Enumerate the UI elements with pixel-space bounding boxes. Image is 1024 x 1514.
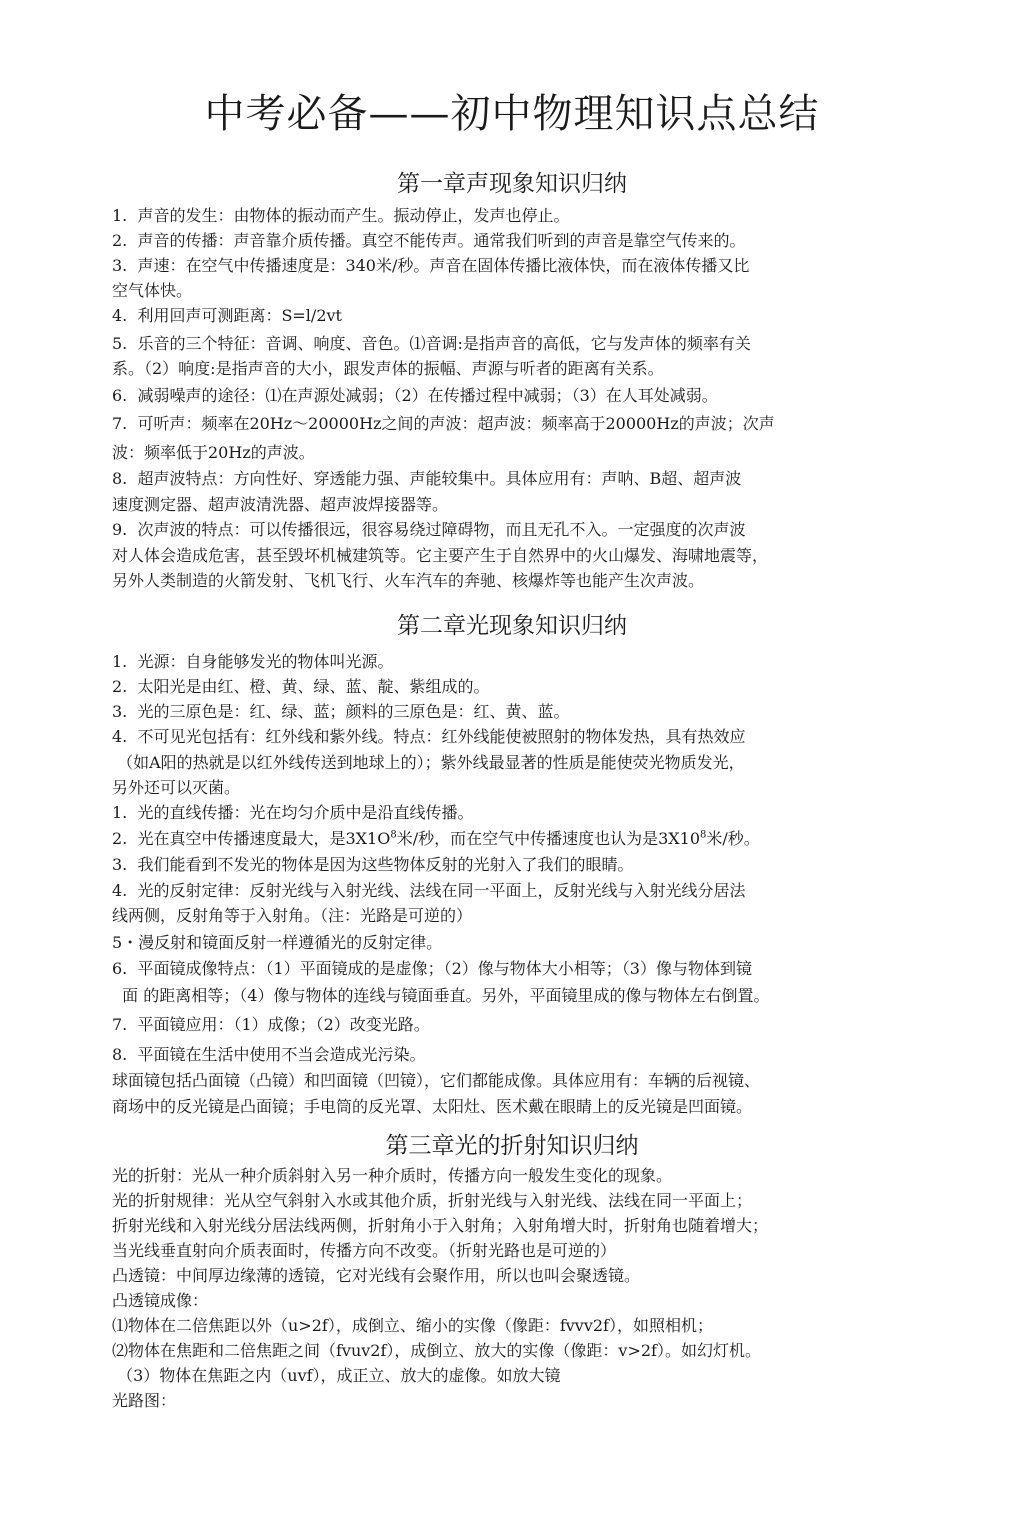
page-title: 中考必备——初中物理知识点总结	[204, 91, 820, 137]
paragraph-line: ⑵物体在焦距和二倍焦距之间（fvuv2f），成倒立、放大的实像（像距：v>2f）。如幻灯机。	[112, 1341, 761, 1360]
paragraph-line: 对人体会造成危害，甚至毁坏机械建筑等。它主要产生于自然界中的火山爆发、海啸地震等，	[112, 546, 769, 565]
paragraph-line: 8. 超声波特点：方向性好、穿透能力强、声能较集中。具体应用有：声呐、B超、超声波	[112, 469, 742, 488]
paragraph-line: 3. 我们能看到不发光的物体是因为这些物体反射的光射入了我们的眼睛。	[112, 855, 634, 874]
chapter-1-heading: 第一章声现象知识归纳	[397, 171, 627, 197]
paragraph-line: 线两侧，反射角等于入射角。（注：光路是可逆的）	[112, 906, 473, 925]
paragraph-line: 折射光线和入射光线分居法线两侧，折射角小于入射角；入射角增大时，折射角也随着增大；	[112, 1216, 769, 1235]
paragraph-line: 系。（2）响度:是指声音的大小，跟发声体的振幅、声源与听者的距离有关系。	[112, 359, 664, 378]
paragraph-line: 凸透镜：中间厚边缘薄的透镜，它对光线有会聚作用，所以也叫会聚透镜。	[112, 1266, 641, 1285]
paragraph-line: 球面镜包括凸面镜（凸镜）和凹面镜（凹镜），它们都能成像。具体应用有：车辆的后视镜、	[112, 1071, 761, 1090]
paragraph-line: 4. 光的反射定律：反射光线与入射光线、法线在同一平面上，反射光线与入射光线分居法	[112, 881, 746, 900]
paragraph-line: 2. 太阳光是由红、橙、黄、绿、蓝、靛、紫组成的。	[112, 677, 490, 696]
paragraph-line: （如A阳的热就是以红外线传送到地球上的）；紫外线最显著的性质是能使荧光物质发光，	[112, 753, 745, 772]
paragraph-line: （3）物体在焦距之内（uvf），成正立、放大的虚像。如放大镜	[112, 1366, 561, 1385]
paragraph-line: 1. 光的直线传播：光在均匀介质中是沿直线传播。	[112, 803, 474, 822]
paragraph-line: 1. 声音的发生：由物体的振动而产生。振动停止，发声也停止。	[112, 206, 570, 225]
paragraph-line: 商场中的反光镜是凸面镜；手电筒的反光罩、太阳灶、医术戴在眼睛上的反光镜是凹面镜。	[112, 1097, 753, 1116]
paragraph-line: 7. 可听声：频率在20Hz～20000Hz之间的声波：超声波：频率高于20000Hz的声波；次声	[112, 414, 775, 433]
paragraph-line: 波：频率低于20Hz的声波。	[112, 443, 315, 462]
paragraph-line: 光的折射规律：光从空气斜射入水或其他介质，折射光线与入射光线、法线在同一平面上；	[112, 1191, 753, 1210]
chapter-1-body	[112, 204, 912, 591]
light-speed-line	[112, 827, 912, 853]
paragraph-line: 光路图：	[112, 1391, 177, 1410]
chapter-3	[112, 1128, 912, 1414]
paragraph-line: 6. 减弱噪声的途径：⑴在声源处减弱；（2）在传播过程中减弱；（3）在人耳处减弱。	[112, 386, 718, 405]
chapter-2	[112, 608, 912, 1117]
paragraph-line: 5・漫反射和镜面反射一样遵循光的反射定律。	[112, 933, 443, 952]
paragraph-line: 当光线垂直射向介质表面时，传播方向不改变。（折射光路也是可逆的）	[112, 1241, 617, 1260]
paragraph-line: 凸透镜成像：	[112, 1291, 209, 1310]
exponent: 8	[700, 829, 707, 841]
paragraph-line: 另外还可以灭菌。	[112, 778, 241, 797]
paragraph-line: 空气体快。	[112, 281, 193, 300]
paragraph-line: 8. 平面镜在生活中使用不当会造成光污染。	[112, 1045, 426, 1064]
chapter-2-body	[112, 650, 912, 1117]
paragraph-line: 9. 次声波的特点：可以传播很远，很容易绕过障碍物，而且无孔不入。一定强度的次声波	[112, 520, 746, 539]
chapter-3-heading: 第三章光的折射知识归纳	[385, 1133, 639, 1159]
paragraph-line: ⑴物体在二倍焦距以外（u>2f），成倒立、缩小的实像（像距：fvvv2f），如照相机；	[112, 1316, 713, 1335]
exponent: 8	[390, 829, 397, 841]
chapter-3-body	[112, 1164, 912, 1414]
light-speed-text-b: 米/秒，而在空气中传播速度也认为是3X10	[396, 829, 701, 848]
paragraph-line: 速度测定器、超声波清洗器、超声波焊接器等。	[112, 495, 449, 514]
light-speed-text-a: 2. 光在真空中传播速度最大，是3X1O	[112, 829, 391, 848]
light-speed-text-c: 米/秒。	[706, 829, 760, 848]
paragraph-line: 另外人类制造的火箭发射、飞机飞行、火车汽车的奔驰、核爆炸等也能产生次声波。	[112, 571, 705, 590]
paragraph-line: 3. 声速：在空气中传播速度是：340米/秒。声音在固体传播比液体快，而在液体传播又比	[112, 256, 750, 275]
paragraph-line: 面 的距离相等；（4）像与物体的连线与镜面垂直。另外，平面镜里成的像与物体左右倒置。	[112, 986, 770, 1005]
paragraph-line: 7. 平面镜应用：（1）成像；（2）改变光路。	[112, 1015, 430, 1034]
paragraph-line: 3. 光的三原色是：红、绿、蓝；颜料的三原色是：红、黄、蓝。	[112, 702, 570, 721]
paragraph-line: 1. 光源：自身能够发光的物体叫光源。	[112, 652, 394, 671]
paragraph-line: 5. 乐音的三个特征：音调、响度、音色。⑴音调:是指声音的高低，它与发声体的频率有关	[112, 334, 751, 353]
chapter-2-heading: 第二章光现象知识归纳	[397, 613, 627, 639]
paragraph-line: 2. 声音的传播：声音靠介质传播。真空不能传声。通常我们听到的声音是靠空气传来的。	[112, 231, 746, 250]
paragraph-line: 4. 利用回声可测距离：S=l/2vt	[112, 306, 342, 325]
chapter-1	[112, 166, 912, 591]
paragraph-line: 6. 平面镜成像特点：（1）平面镜成的是虚像；（2）像与物体大小相等；（3）像与物体到镜	[112, 959, 752, 978]
paragraph-line: 光的折射：光从一种介质斜射入另一种介质时，传播方向一般发生变化的现象。	[112, 1166, 673, 1185]
paragraph-line: 4. 不可见光包括有：红外线和紫外线。特点：红外线能使被照射的物体发热，具有热效应	[112, 727, 746, 746]
